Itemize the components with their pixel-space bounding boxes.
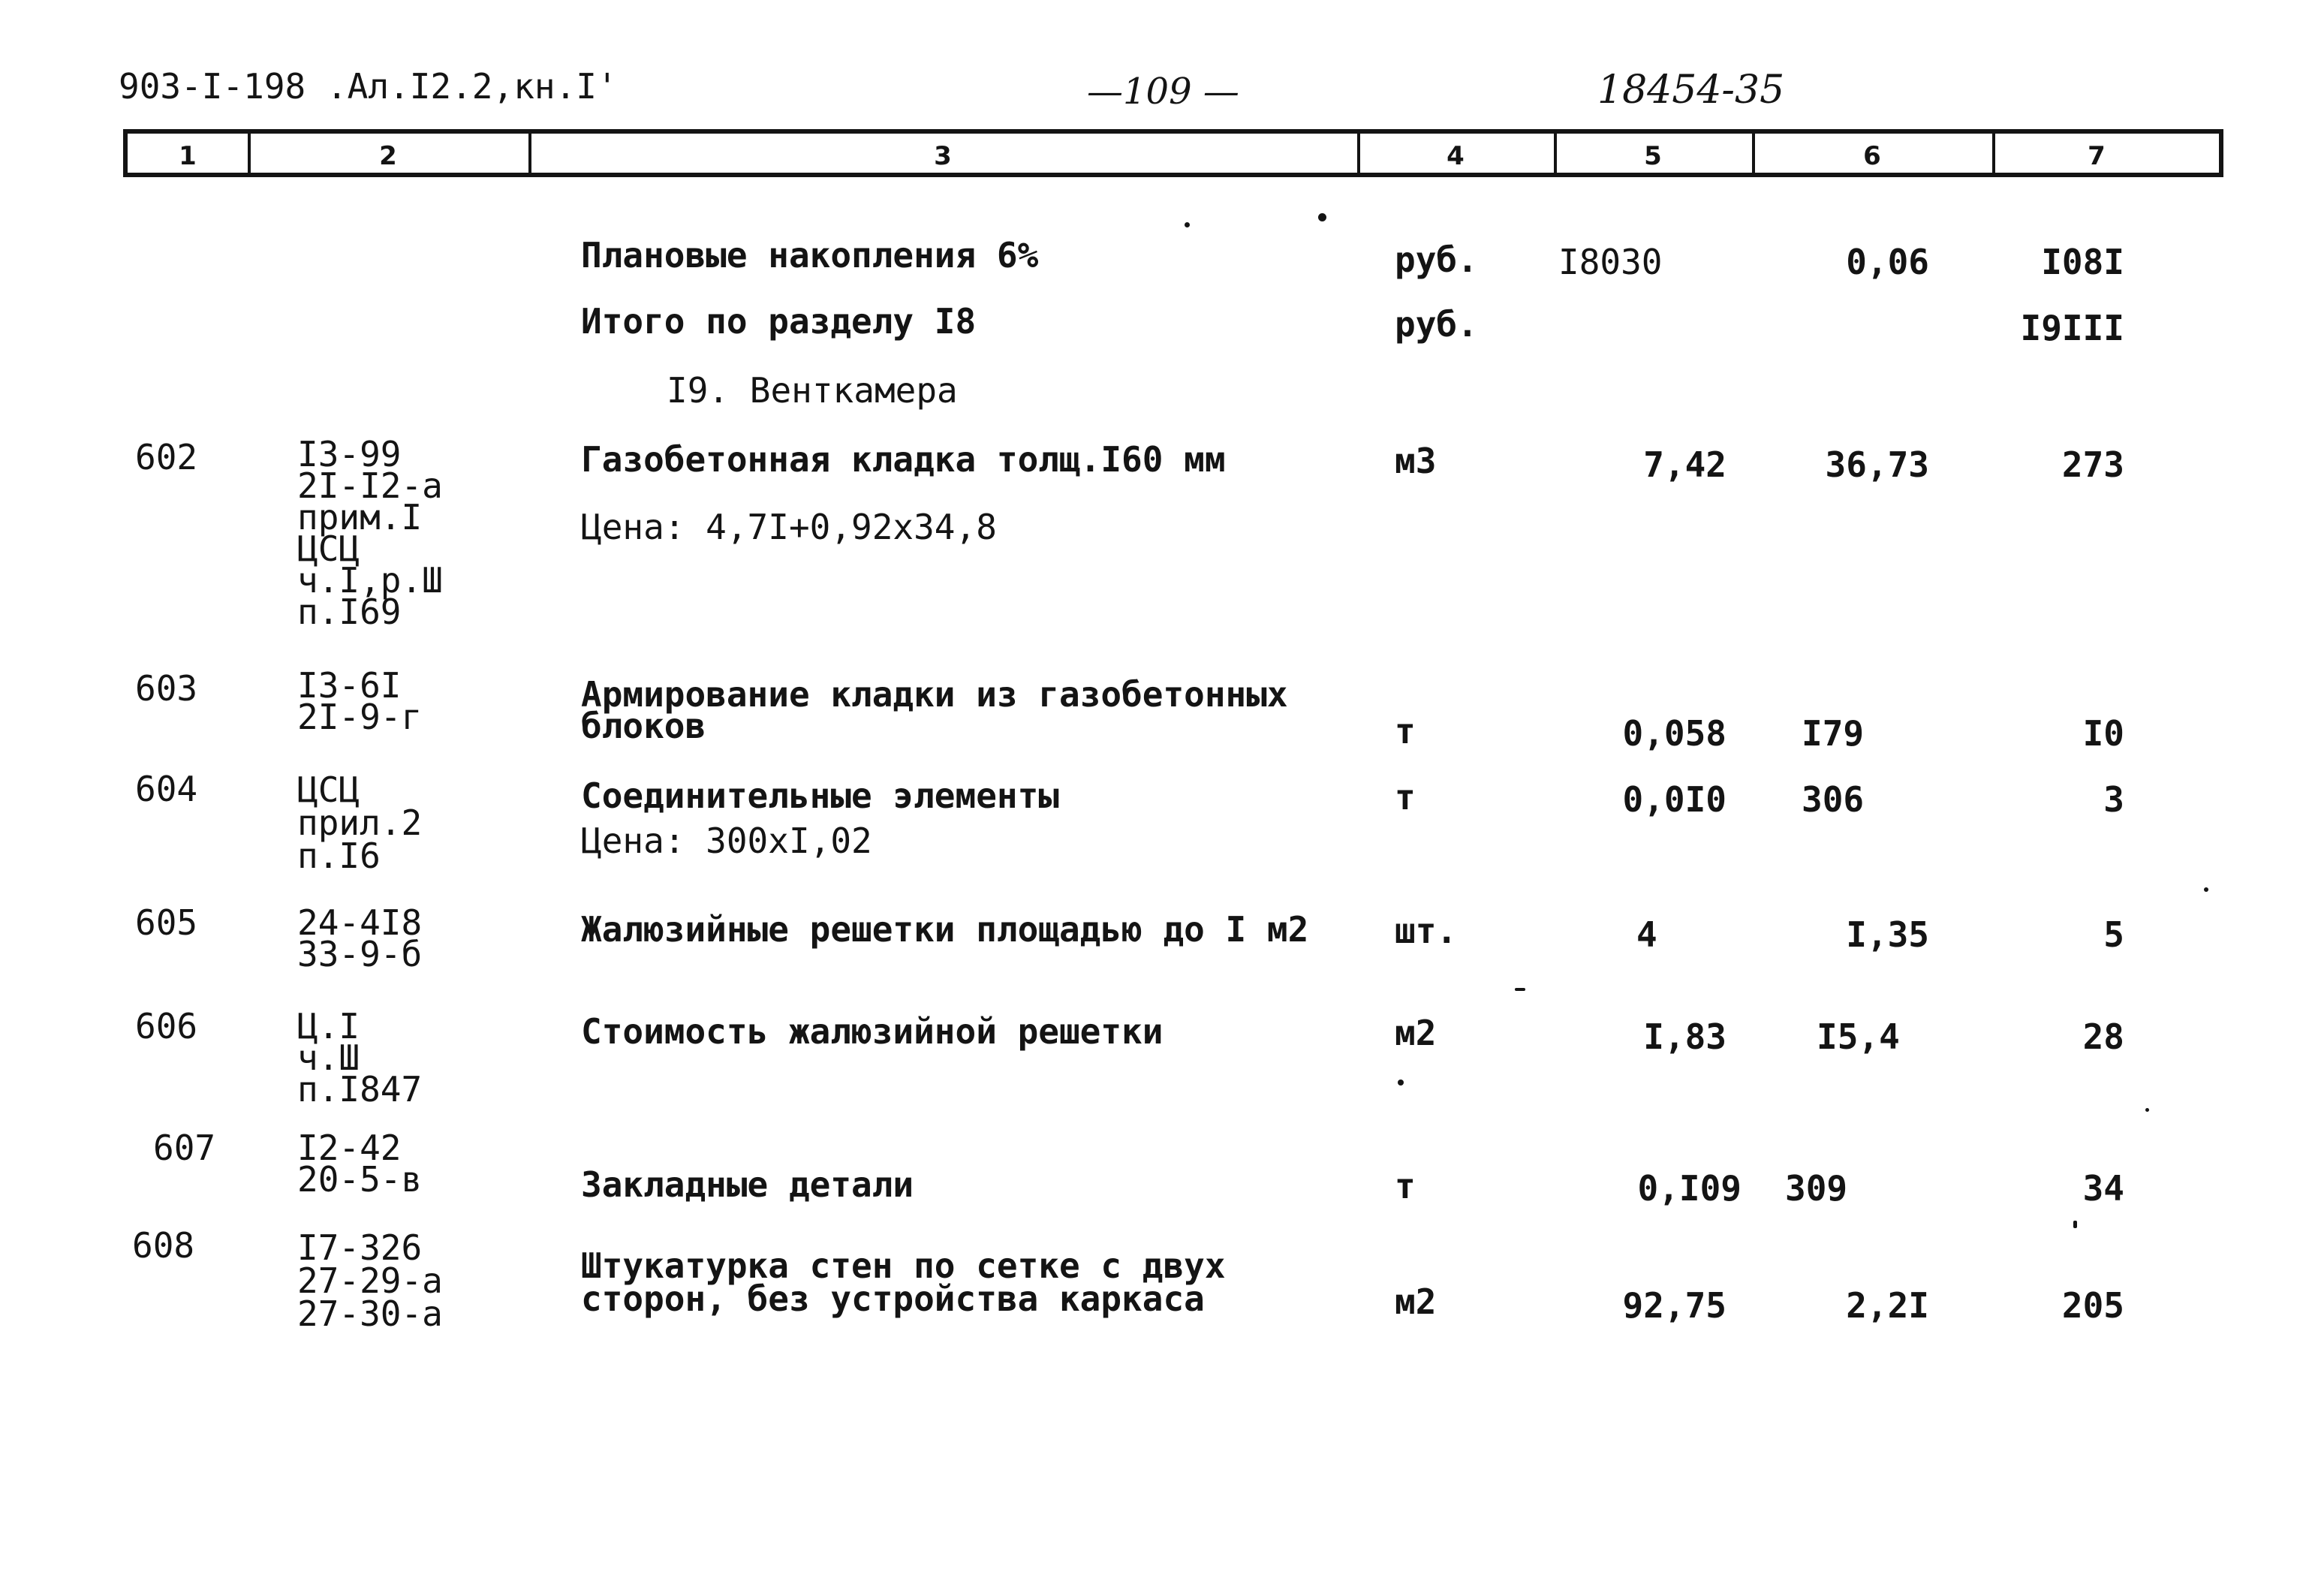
- row-price: 309: [1785, 1168, 1848, 1209]
- row-total: 273: [2061, 444, 2124, 485]
- column-number-6: 6: [1863, 141, 1881, 171]
- column-number-5: 5: [1644, 141, 1662, 171]
- section-title: I9. Венткамера: [667, 370, 958, 411]
- row-unit: м3: [1395, 441, 1437, 481]
- row-name: Штукатурка стен по сетке с двух сторон, без устройства каркаса: [581, 1245, 1226, 1319]
- summary-price: 0,06: [1846, 242, 1929, 282]
- row-number: 604: [135, 769, 198, 809]
- row-qty: 0,I09: [1637, 1168, 1742, 1209]
- handwritten-number: 18454-35: [1597, 68, 1785, 113]
- scan-speck: [1515, 988, 1525, 991]
- row-price: I5,4: [1817, 1016, 1900, 1057]
- summary-unit: руб.: [1395, 239, 1478, 280]
- row-unit: шт.: [1395, 911, 1458, 951]
- row-number: 602: [135, 437, 198, 477]
- row-total: 3: [2103, 779, 2124, 820]
- row-number: 607: [153, 1128, 216, 1168]
- row-name: Газобетонная кладка толщ.I60 мм: [581, 439, 1226, 480]
- row-code: I3-6I 2I-9-г: [297, 665, 423, 737]
- row-total: 34: [2082, 1168, 2124, 1209]
- section-total-name: Итого по разделу I8: [581, 301, 977, 342]
- row-number: 606: [135, 1006, 198, 1046]
- section-total-value: I9III: [2020, 308, 2124, 348]
- scan-speck: [1318, 213, 1326, 221]
- column-number-2: 2: [379, 141, 397, 171]
- row-code: I7-326 27-29-а 27-30-а: [297, 1227, 443, 1334]
- scan-speck: [1185, 222, 1190, 227]
- row-total: 5: [2103, 914, 2124, 955]
- row-number: 608: [132, 1225, 195, 1266]
- row-qty: 7,42: [1643, 444, 1726, 485]
- row-price: 36,73: [1825, 444, 1929, 485]
- row-name: Стоимость жалюзийной решетки: [581, 1011, 1164, 1052]
- row-price: 2,2I: [1846, 1285, 1929, 1326]
- column-number-4: 4: [1447, 141, 1465, 171]
- row-price: 306: [1802, 779, 1865, 820]
- section-total-unit: руб.: [1395, 304, 1478, 345]
- row-qty: I,83: [1643, 1016, 1726, 1057]
- row-unit: т: [1395, 711, 1416, 751]
- scan-speck: [2073, 1221, 2077, 1228]
- row-name: Армирование кладки из газобетонных блоков: [581, 674, 1288, 746]
- row-total: I0: [2082, 713, 2124, 754]
- row-name: Жалюзийные решетки площадью до I м2: [581, 909, 1309, 950]
- column-number-1: 1: [179, 141, 197, 171]
- row-unit: т: [1395, 777, 1416, 818]
- row-price: I,35: [1846, 914, 1929, 955]
- document-code: 903-I-198 .Ал.I2.2,кн.I': [119, 66, 618, 107]
- summary-total: I08I: [2041, 242, 2124, 282]
- row-code: ЦСЦ прил.2 п.I6: [297, 769, 423, 876]
- row-qty: 4: [1636, 914, 1657, 955]
- column-number-3: 3: [934, 141, 952, 171]
- row-total: 28: [2082, 1016, 2124, 1057]
- row-code: Ц.I ч.Ш п.I847: [297, 1006, 423, 1110]
- row-qty: 0,0I0: [1622, 779, 1726, 820]
- row-code: I3-99 2I-I2-а прим.I ЦСЦ ч.I,р.Ш п.I69: [297, 434, 443, 632]
- summary-name: Плановые накопления 6%: [581, 235, 1039, 276]
- column-header-row: [123, 129, 2223, 177]
- column-number-7: 7: [2088, 141, 2106, 171]
- row-price: I79: [1802, 713, 1865, 754]
- page-number: —109 —: [1087, 71, 1239, 113]
- row-code: 24-4I8 33-9-б: [297, 902, 423, 974]
- row-unit: т: [1395, 1166, 1416, 1206]
- scan-speck: [2145, 1108, 2149, 1112]
- row-total: 205: [2061, 1285, 2124, 1326]
- row-price-note: Цена: 300хI,02: [581, 821, 872, 861]
- row-qty: 0,058: [1622, 713, 1726, 754]
- row-unit: м2: [1395, 1281, 1437, 1322]
- row-name: Закладные детали: [581, 1164, 914, 1205]
- scan-speck: [2204, 887, 2208, 892]
- row-number: 603: [135, 668, 198, 709]
- row-number: 605: [135, 902, 198, 943]
- row-price-note: Цена: 4,7I+0,92х34,8: [581, 507, 997, 547]
- row-qty: 92,75: [1622, 1285, 1726, 1326]
- row-code: I2-42 20-5-в: [297, 1128, 423, 1200]
- scan-speck: [1398, 1080, 1404, 1086]
- summary-qty: I8030: [1558, 242, 1663, 282]
- row-unit: м2: [1395, 1013, 1437, 1053]
- row-name: Соединительные элементы: [581, 775, 1059, 816]
